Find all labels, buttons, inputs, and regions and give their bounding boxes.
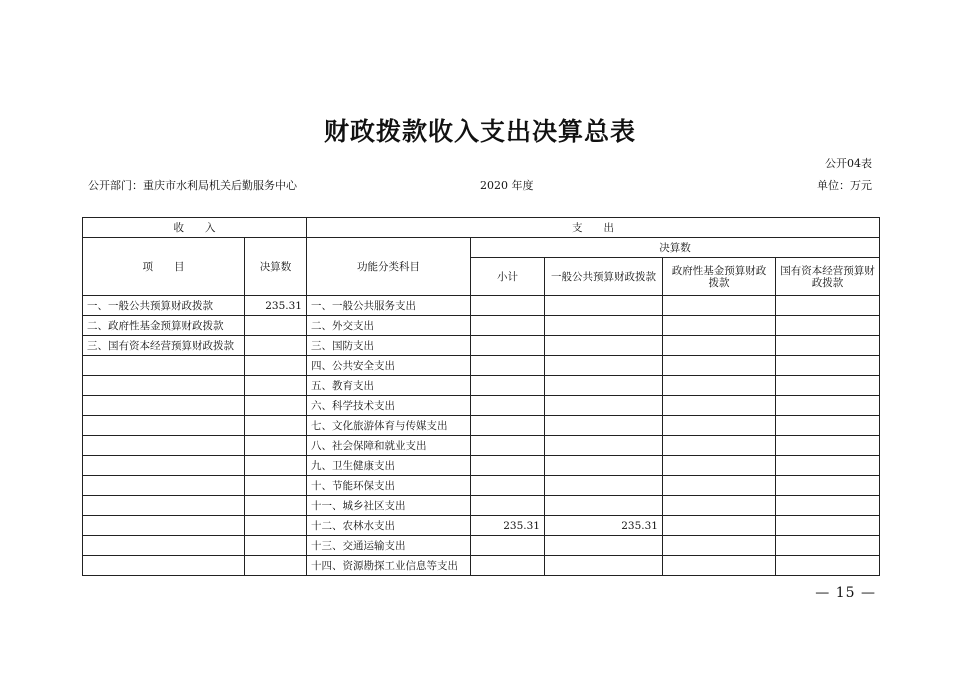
subtotal-cell bbox=[471, 296, 545, 316]
income-amount-cell bbox=[245, 456, 307, 476]
subtotal-cell bbox=[471, 356, 545, 376]
general-budget-cell bbox=[545, 436, 663, 456]
income-item-cell bbox=[83, 356, 245, 376]
table-row bbox=[83, 356, 880, 376]
income-amount-cell bbox=[245, 536, 307, 556]
func-item-cell: 六、科学技术支出 bbox=[307, 396, 471, 416]
func-item-cell: 十二、农林水支出 bbox=[307, 516, 471, 536]
state-capital-cell bbox=[776, 496, 880, 516]
income-item-cell bbox=[83, 376, 245, 396]
func-item-cell: 一、一般公共服务支出 bbox=[307, 296, 471, 316]
col-final-group-header: 决算数 bbox=[471, 238, 880, 258]
table-row bbox=[83, 336, 880, 356]
income-item-cell bbox=[83, 516, 245, 536]
general-budget-cell bbox=[545, 376, 663, 396]
state-capital-cell bbox=[776, 456, 880, 476]
table-row bbox=[83, 376, 880, 396]
gov-fund-cell bbox=[663, 356, 776, 376]
table-row bbox=[83, 516, 880, 536]
income-amount-cell bbox=[245, 436, 307, 456]
col-subtotal-header: 小计 bbox=[471, 258, 545, 296]
table-row bbox=[83, 436, 880, 456]
state-capital-cell bbox=[776, 296, 880, 316]
col-final-header: 决算数 bbox=[245, 238, 307, 296]
income-item-cell bbox=[83, 496, 245, 516]
header-row-1 bbox=[83, 218, 880, 238]
subtotal-cell: 235.31 bbox=[471, 516, 545, 536]
state-capital-cell bbox=[776, 316, 880, 336]
income-amount-cell bbox=[245, 316, 307, 336]
col-func-header: 功能分类科目 bbox=[307, 238, 471, 296]
general-budget-cell bbox=[545, 396, 663, 416]
income-amount-cell bbox=[245, 336, 307, 356]
gov-fund-cell bbox=[663, 316, 776, 336]
table-row bbox=[83, 476, 880, 496]
income-amount-cell bbox=[245, 376, 307, 396]
func-item-cell: 七、文化旅游体育与传媒支出 bbox=[307, 416, 471, 436]
income-item-cell: 二、政府性基金预算财政拨款 bbox=[83, 316, 245, 336]
state-capital-cell bbox=[776, 476, 880, 496]
gov-fund-cell bbox=[663, 396, 776, 416]
general-budget-cell: 235.31 bbox=[545, 516, 663, 536]
col-state-capital-header: 国有资本经营预算财政拨款 bbox=[776, 258, 880, 296]
form-number: 公开04表 bbox=[825, 157, 872, 170]
state-capital-cell bbox=[776, 356, 880, 376]
income-item-cell: 三、国有资本经营预算财政拨款 bbox=[83, 336, 245, 356]
table-row bbox=[83, 456, 880, 476]
income-item-cell bbox=[83, 476, 245, 496]
state-capital-cell bbox=[776, 516, 880, 536]
state-capital-cell bbox=[776, 376, 880, 396]
subtotal-cell bbox=[471, 556, 545, 576]
income-item-cell bbox=[83, 456, 245, 476]
func-item-cell: 十三、交通运输支出 bbox=[307, 536, 471, 556]
subtotal-cell bbox=[471, 396, 545, 416]
col-gov-fund-header: 政府性基金预算财政拨款 bbox=[663, 258, 776, 296]
func-item-cell: 十四、资源勘探工业信息等支出 bbox=[307, 556, 471, 576]
gov-fund-cell bbox=[663, 336, 776, 356]
year-label: 2020 年度 bbox=[480, 179, 534, 192]
gov-fund-cell bbox=[663, 556, 776, 576]
gov-fund-cell bbox=[663, 296, 776, 316]
department-label: 公开部门：重庆市水利局机关后勤服务中心 bbox=[88, 179, 297, 192]
table-row bbox=[83, 396, 880, 416]
income-amount-cell bbox=[245, 516, 307, 536]
income-item-cell: 一、一般公共预算财政拨款 bbox=[83, 296, 245, 316]
table-row bbox=[83, 416, 880, 436]
state-capital-cell bbox=[776, 436, 880, 456]
income-amount-cell: 235.31 bbox=[245, 296, 307, 316]
subtotal-cell bbox=[471, 536, 545, 556]
subtotal-cell bbox=[471, 456, 545, 476]
general-budget-cell bbox=[545, 336, 663, 356]
func-item-cell: 十一、城乡社区支出 bbox=[307, 496, 471, 516]
income-header: 收 入 bbox=[83, 218, 307, 238]
income-item-cell bbox=[83, 436, 245, 456]
income-amount-cell bbox=[245, 476, 307, 496]
header-row-2 bbox=[83, 238, 880, 258]
gov-fund-cell bbox=[663, 416, 776, 436]
income-item-cell bbox=[83, 536, 245, 556]
func-item-cell: 五、教育支出 bbox=[307, 376, 471, 396]
gov-fund-cell bbox=[663, 476, 776, 496]
general-budget-cell bbox=[545, 556, 663, 576]
general-budget-cell bbox=[545, 496, 663, 516]
state-capital-cell bbox=[776, 536, 880, 556]
income-item-cell bbox=[83, 416, 245, 436]
general-budget-cell bbox=[545, 316, 663, 336]
gov-fund-cell bbox=[663, 376, 776, 396]
state-capital-cell bbox=[776, 336, 880, 356]
gov-fund-cell bbox=[663, 536, 776, 556]
income-item-cell bbox=[83, 396, 245, 416]
func-item-cell: 九、卫生健康支出 bbox=[307, 456, 471, 476]
gov-fund-cell bbox=[663, 516, 776, 536]
func-item-cell: 十、节能环保支出 bbox=[307, 476, 471, 496]
table-row bbox=[83, 316, 880, 336]
table-row bbox=[83, 536, 880, 556]
func-item-cell: 八、社会保障和就业支出 bbox=[307, 436, 471, 456]
col-general-header: 一般公共预算财政拨款 bbox=[545, 258, 663, 296]
subtotal-cell bbox=[471, 476, 545, 496]
table-row bbox=[83, 296, 880, 316]
income-amount-cell bbox=[245, 356, 307, 376]
page-title: 财政拨款收入支出决算总表 bbox=[323, 117, 636, 146]
subtotal-cell bbox=[471, 496, 545, 516]
subtotal-cell bbox=[471, 376, 545, 396]
subtotal-cell bbox=[471, 316, 545, 336]
state-capital-cell bbox=[776, 416, 880, 436]
income-amount-cell bbox=[245, 396, 307, 416]
general-budget-cell bbox=[545, 476, 663, 496]
subtotal-cell bbox=[471, 336, 545, 356]
state-capital-cell bbox=[776, 396, 880, 416]
col-item-header: 项 目 bbox=[83, 238, 245, 296]
state-capital-cell bbox=[776, 556, 880, 576]
gov-fund-cell bbox=[663, 456, 776, 476]
subtotal-cell bbox=[471, 436, 545, 456]
income-amount-cell bbox=[245, 496, 307, 516]
gov-fund-cell bbox=[663, 436, 776, 456]
unit-label: 单位：万元 bbox=[817, 179, 872, 192]
func-item-cell: 二、外交支出 bbox=[307, 316, 471, 336]
general-budget-cell bbox=[545, 416, 663, 436]
budget-table bbox=[82, 217, 880, 576]
income-item-cell bbox=[83, 556, 245, 576]
general-budget-cell bbox=[545, 296, 663, 316]
func-item-cell: 四、公共安全支出 bbox=[307, 356, 471, 376]
expense-header: 支 出 bbox=[307, 218, 880, 238]
gov-fund-cell bbox=[663, 496, 776, 516]
subtotal-cell bbox=[471, 416, 545, 436]
general-budget-cell bbox=[545, 356, 663, 376]
income-amount-cell bbox=[245, 416, 307, 436]
func-item-cell: 三、国防支出 bbox=[307, 336, 471, 356]
page-number: — 15 — bbox=[815, 585, 876, 601]
table-row bbox=[83, 496, 880, 516]
general-budget-cell bbox=[545, 456, 663, 476]
income-amount-cell bbox=[245, 556, 307, 576]
table-row bbox=[83, 556, 880, 576]
general-budget-cell bbox=[545, 536, 663, 556]
